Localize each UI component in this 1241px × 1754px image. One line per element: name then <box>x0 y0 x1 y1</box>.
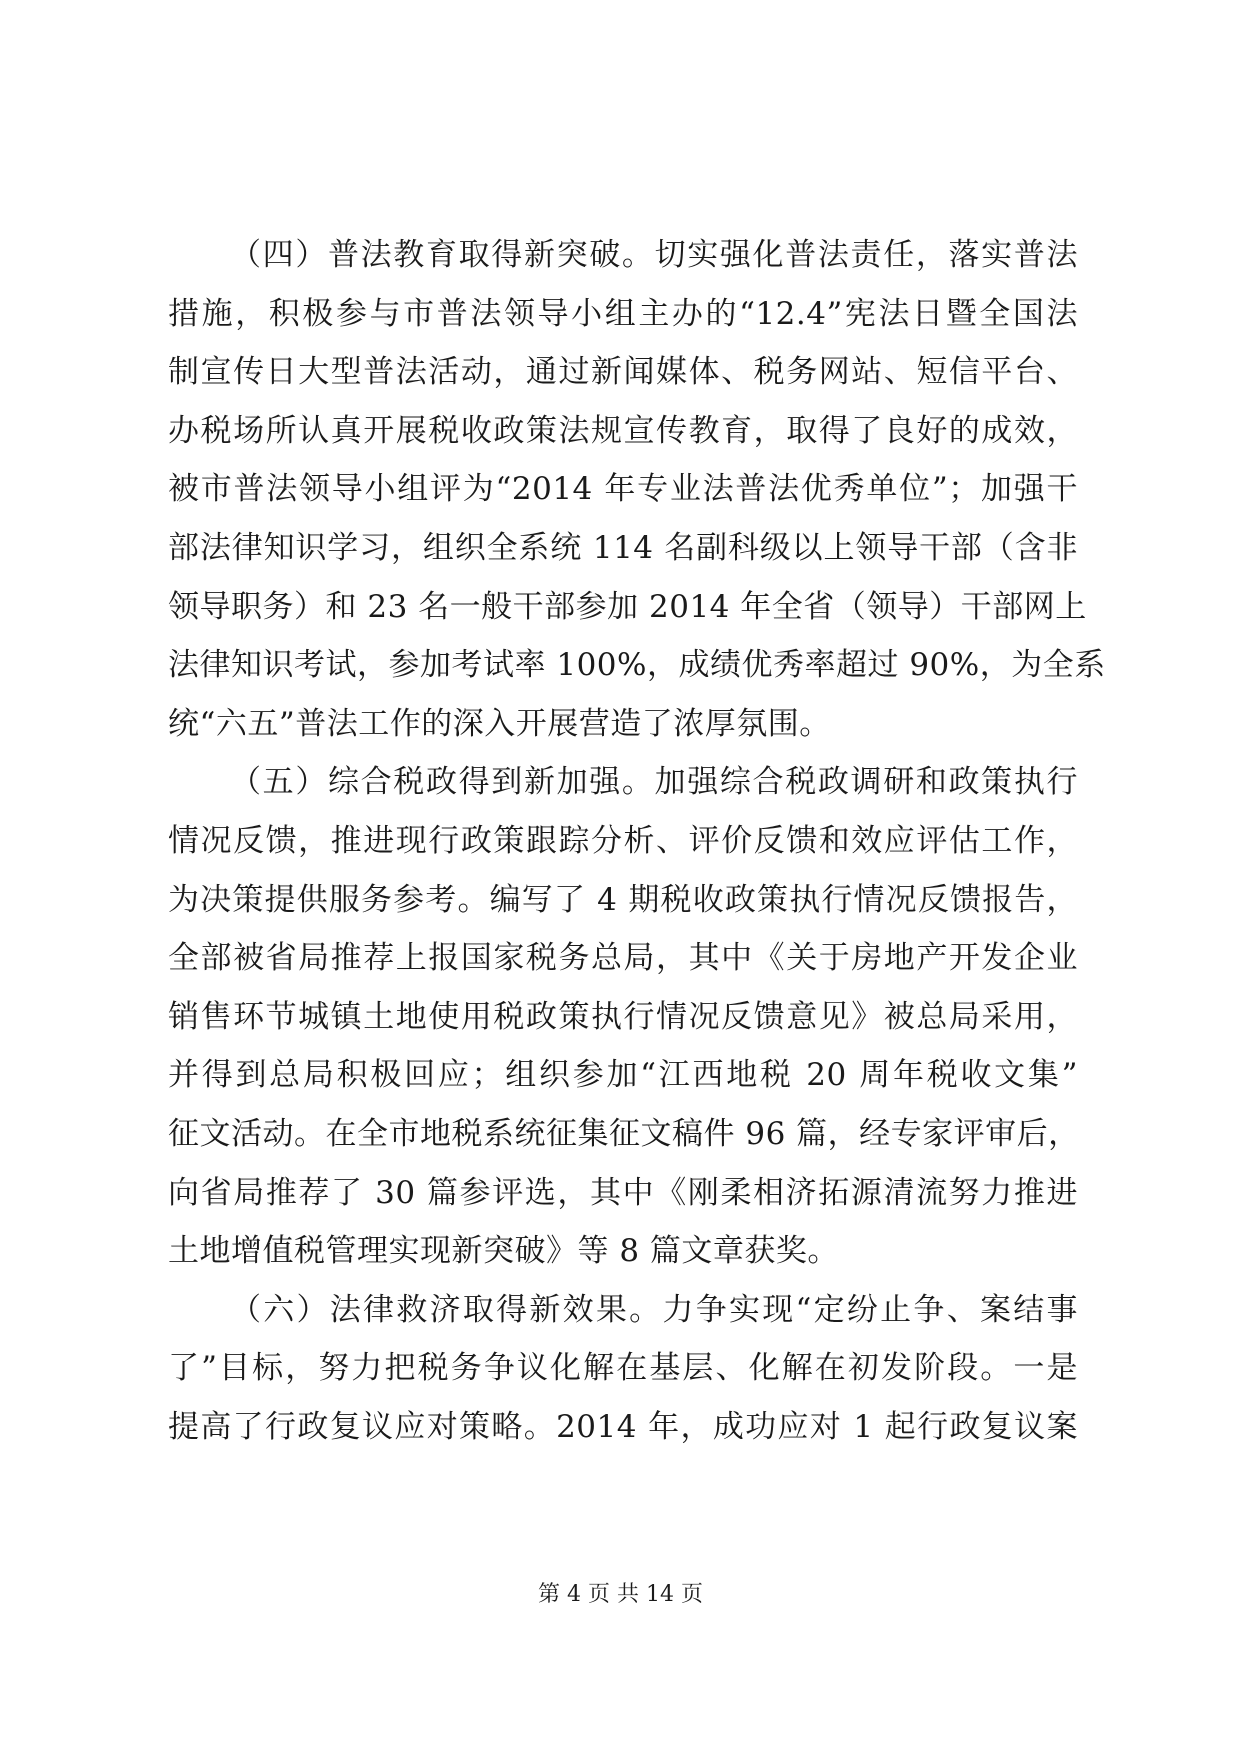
text-line: 销售环节城镇土地使用税政策执行情况反馈意见》被总局采用， <box>168 998 1078 1035</box>
paragraph-4 <box>168 226 1106 753</box>
text-line: 情况反馈，推进现行政策跟踪分析、评价反馈和效应评估工作， <box>168 822 1078 859</box>
text-line: 征文活动。在全市地税系统征集征文稿件 96 篇，经专家评审后， <box>168 1115 1080 1152</box>
text-line: 提高了行政复议应对策略。2014 年，成功应对 1 起行政复议案 <box>168 1408 1078 1445</box>
text-line: 措施，积极参与市普法领导小组主办的“12.4”宪法日暨全国法 <box>168 295 1078 332</box>
text-line: 办税场所认真开展税收政策法规宣传教育，取得了良好的成效， <box>168 412 1078 449</box>
paragraph-6 <box>168 1281 1078 1457</box>
text-line: 被市普法领导小组评为“2014 年专业法普法优秀单位”；加强干 <box>168 471 1078 508</box>
page-number-footer: 第 4 页 共 14 页 <box>538 1582 703 1607</box>
text-line: 领导职务）和 23 名一般干部参加 2014 年全省（领导）干部网上 <box>168 588 1087 625</box>
text-line: 部法律知识学习，组织全系统 114 名副科级以上领导干部（含非 <box>168 529 1078 566</box>
text-line: 了”目标，努力把税务争议化解在基层、化解在初发阶段。一是 <box>168 1350 1078 1387</box>
text-line: 全部被省局推荐上报国家税务总局，其中《关于房地产开发企业 <box>168 940 1078 977</box>
text-line: 土地增值税管理实现新突破》等 8 篇文章获奖。 <box>168 1233 839 1270</box>
text-line: 并得到总局积极回应；组织参加“江西地税 20 周年税收文集” <box>168 1057 1078 1094</box>
text-line: 为决策提供服务参考。编写了 4 期税收政策执行情况反馈报告， <box>168 881 1078 918</box>
text-line: （六）法律救济取得新效果。力争实现“定纷止争、案结事 <box>230 1291 1078 1328</box>
paragraph-5 <box>168 753 1078 1280</box>
document-body <box>168 226 1106 1456</box>
text-line: （五）综合税政得到新加强。加强综合税政调研和政策执行 <box>230 764 1078 801</box>
text-line: 制宣传日大型普法活动，通过新闻媒体、税务网站、短信平台、 <box>168 354 1078 391</box>
text-line: 法律知识考试，参加考试率 100%，成绩优秀率超过 90%，为全系 <box>168 647 1106 684</box>
text-line: 向省局推荐了 30 篇参评选，其中《刚柔相济拓源清流努力推进 <box>168 1174 1078 1211</box>
text-line: 统“六五”普法工作的深入开展营造了浓厚氛围。 <box>168 705 831 742</box>
text-line: （四）普法教育取得新突破。切实强化普法责任，落实普法 <box>230 237 1078 273</box>
